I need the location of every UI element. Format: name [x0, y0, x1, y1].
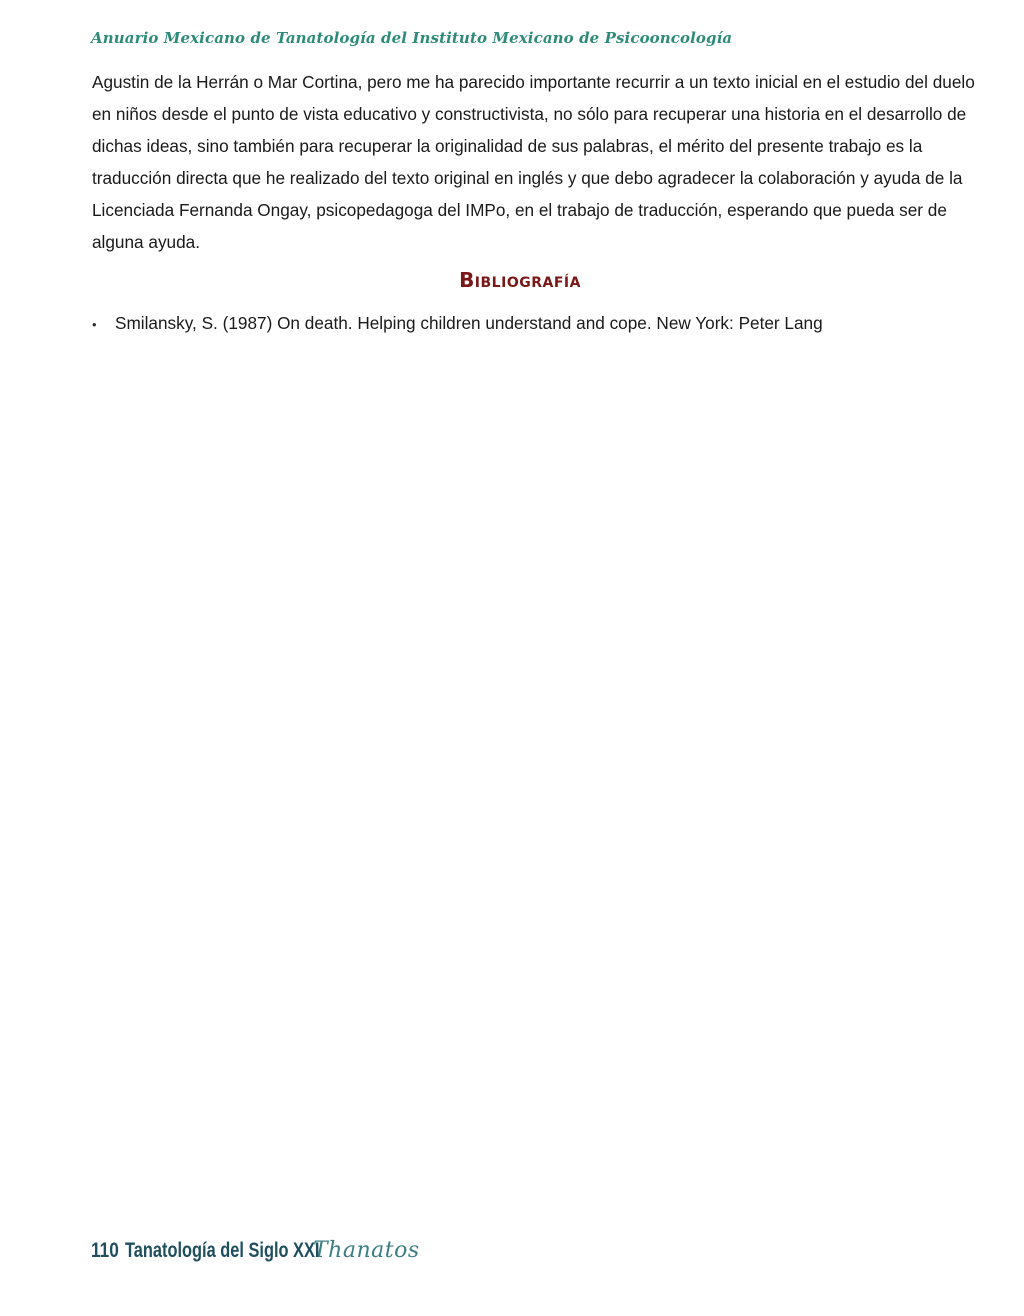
- bullet-icon: •: [92, 317, 97, 332]
- page-number: 110: [91, 1239, 119, 1262]
- footer-title: Tanatología del Siglo XXI: [125, 1239, 320, 1262]
- running-header: Anuario Mexicano de Tanatología del Instituto Mexicano de Psicooncología: [91, 29, 733, 47]
- bibliography-entry: Smilansky, S. (1987) On death. Helping children understand and cope. New York: Peter Lang: [115, 313, 823, 333]
- bibliography-item: [92, 310, 972, 338]
- bibliography-heading: Bibliografía: [459, 268, 581, 292]
- bibliography-list: [92, 310, 972, 338]
- body-paragraph: Agustin de la Herrán o Mar Cortina, pero me ha parecido importante recurrir a un texto inicial en el estudio del duelo en niños desde el punto de vista educativo y constructivista, no sólo para recuperar una historia en el desarrollo de dichas ideas, sino también para recuperar la originalidad de sus palabras, el mérito del presente trabajo es la traducción directa que he realizado del texto original en inglés y que debo agradecer la colaboración y ayuda de la Licenciada Fernanda Ongay, psicopedagoga del IMPo, en el trabajo de traducción, esperando que pueda ser de alguna ayuda.: [92, 72, 975, 252]
- page-footer: [91, 1238, 420, 1263]
- thanatos-logo: Thanatos: [313, 1238, 420, 1263]
